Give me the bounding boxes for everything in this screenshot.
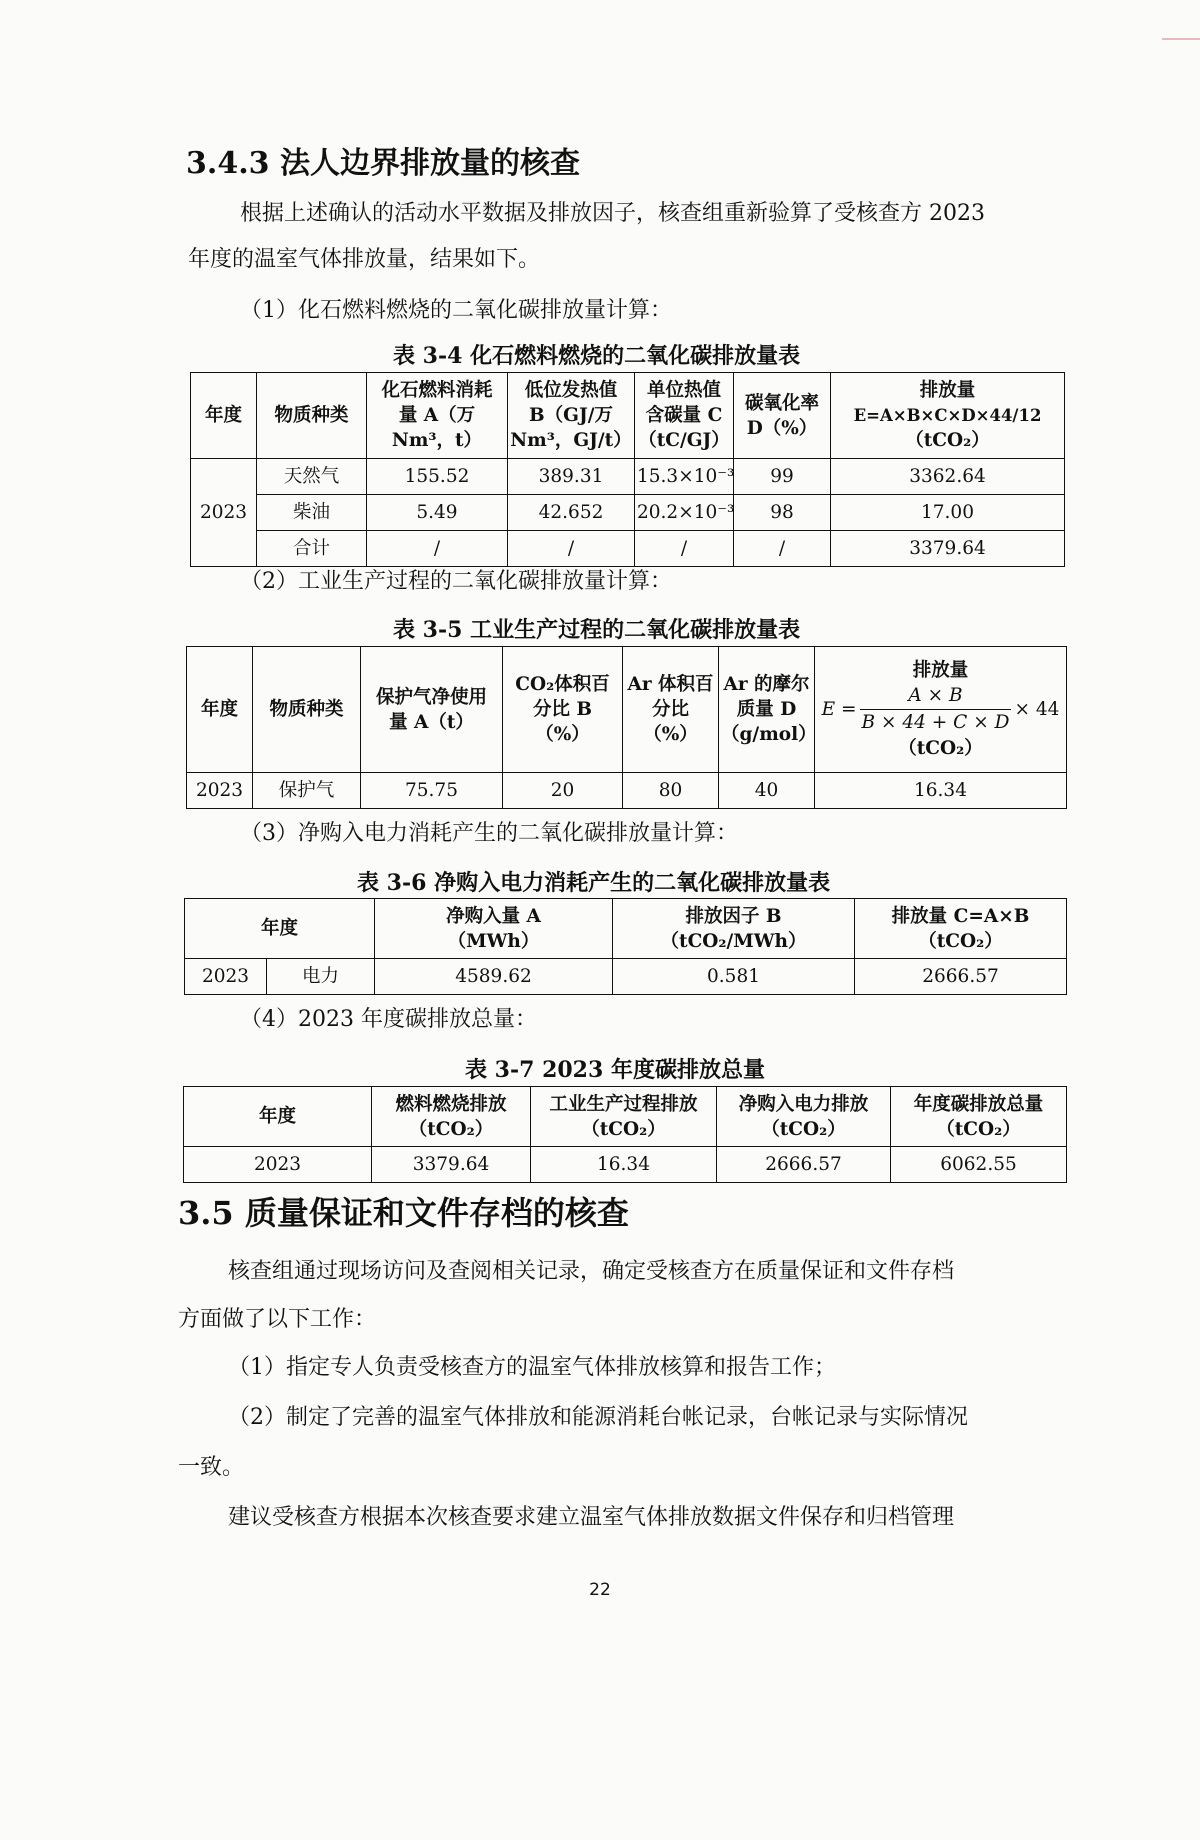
header-fuel-consumption: 化石燃料消耗 量 A（万 Nm³，t） — [367, 373, 508, 459]
cell-year: 2023 — [184, 1147, 372, 1183]
cell-c: 80 — [623, 773, 719, 809]
intro-line-1: 根据上述确认的活动水平数据及排放因子，核查组重新验算了受核查方 2023 — [240, 201, 985, 226]
cell-d: / — [734, 531, 831, 567]
subsection-3-title: （3）净购入电力消耗产生的二氧化碳排放量计算： — [240, 821, 738, 846]
cell-c: 15.3×10⁻³ — [635, 459, 734, 495]
cell-total: 6062.55 — [891, 1147, 1067, 1183]
cell-b: 42.652 — [508, 495, 635, 531]
section-heading-3-5: 3.5 质量保证和文件存档的核查 — [178, 1194, 629, 1232]
table-3-4-caption: 表 3-4 化石燃料燃烧的二氧化碳排放量表 — [393, 343, 801, 369]
header-industrial-process: 工业生产过程排放 （tCO₂） — [531, 1087, 717, 1147]
cell-e: 17.00 — [831, 495, 1065, 531]
subsection-1-title: （1）化石燃料燃烧的二氧化碳排放量计算： — [240, 298, 672, 323]
cell-type: 天然气 — [257, 459, 367, 495]
cell-e: 3379.64 — [831, 531, 1065, 567]
scan-edge-mark — [1162, 38, 1200, 40]
header-year: 年度 — [191, 373, 257, 459]
cell-a: 155.52 — [367, 459, 508, 495]
header-year: 年度 — [184, 1087, 372, 1147]
header-shielding-gas-usage: 保护气净使用 量 A（t） — [361, 647, 503, 773]
table-3-5-caption: 表 3-5 工业生产过程的二氧化碳排放量表 — [393, 617, 801, 643]
cell-b: / — [508, 531, 635, 567]
cell-e: 3362.64 — [831, 459, 1065, 495]
table-row — [191, 531, 1065, 567]
header-carbon-content: 单位热值 含碳量 C （tC/GJ） — [635, 373, 734, 459]
header-year: 年度 — [187, 647, 253, 773]
cell-type: 柴油 — [257, 495, 367, 531]
header-annual-total: 年度碳排放总量 （tCO₂） — [891, 1087, 1067, 1147]
header-emission-factor: 排放因子 B （tCO₂/MWh） — [613, 899, 855, 959]
table-3-6-caption: 表 3-6 净购入电力消耗产生的二氧化碳排放量表 — [357, 870, 831, 896]
subsection-2-title: （2）工业生产过程的二氧化碳排放量计算： — [240, 569, 672, 594]
cell-b: 20 — [503, 773, 623, 809]
cell-type: 合计 — [257, 531, 367, 567]
table-row — [187, 773, 1067, 809]
header-fuel-combustion: 燃料燃烧排放 （tCO₂） — [372, 1087, 531, 1147]
cell-a: / — [367, 531, 508, 567]
cell-type: 保护气 — [253, 773, 361, 809]
table-row — [185, 959, 1067, 995]
header-ar-volume-percent: Ar 体积百 分比 （%） — [623, 647, 719, 773]
cell-year: 2023 — [185, 959, 267, 995]
cell-d: 40 — [719, 773, 815, 809]
table-3-7 — [183, 1086, 1067, 1183]
header-net-purchased: 净购入量 A （MWh） — [375, 899, 613, 959]
section-heading-3-4-3: 3.4.3 法人边界排放量的核查 — [186, 146, 580, 181]
cell-d: 98 — [734, 495, 831, 531]
header-oxidation-rate: 碳氧化率 D（%） — [734, 373, 831, 459]
cell-b: 389.31 — [508, 459, 635, 495]
cell-a: 5.49 — [367, 495, 508, 531]
s35-paragraph-2-line-1: 建议受核查方根据本次核查要求建立温室气体排放数据文件保存和归档管理 — [228, 1505, 955, 1530]
header-emissions: 排放量 C=A×B （tCO₂） — [855, 899, 1067, 959]
cell-year: 2023 — [187, 773, 253, 809]
s35-item-1: （1）指定专人负责受核查方的温室气体排放核算和报告工作； — [228, 1355, 836, 1380]
cell-a: 75.75 — [361, 773, 503, 809]
cell-type: 电力 — [267, 959, 375, 995]
cell-fuel: 3379.64 — [372, 1147, 531, 1183]
page-number: 22 — [589, 1580, 611, 1600]
subsection-4-title: （4）2023 年度碳排放总量： — [240, 1007, 537, 1032]
cell-c: 20.2×10⁻³ — [635, 495, 734, 531]
header-net-electricity: 净购入电力排放 （tCO₂） — [717, 1087, 891, 1147]
header-substance-type: 物质种类 — [257, 373, 367, 459]
table-row — [184, 1147, 1067, 1183]
s35-paragraph-1-line-1: 核查组通过现场访问及查阅相关记录，确定受核查方在质量保证和文件存档 — [228, 1259, 955, 1284]
emission-formula: E = $\frac{A \times B}{B \times 44 + C \times D}$ × 44 — [821, 685, 1060, 733]
header-substance-type: 物质种类 — [253, 647, 361, 773]
table-3-7-caption: 表 3-7 2023 年度碳排放总量 — [465, 1057, 765, 1083]
cell-a: 4589.62 — [375, 959, 613, 995]
intro-line-2: 年度的温室气体排放量，结果如下。 — [188, 247, 541, 272]
cell-c: / — [635, 531, 734, 567]
header-emissions: 排放量 E = $\frac{A \times B}{B \times 44 + C \times D}$ × 44 （tCO₂） — [815, 647, 1067, 773]
s35-paragraph-1-line-2: 方面做了以下工作： — [178, 1307, 377, 1332]
header-emissions: 排放量 E=A×B×C×D×44/12 （tCO₂） — [831, 373, 1065, 459]
table-row — [191, 459, 1065, 495]
table-row — [191, 495, 1065, 531]
table-3-4 — [190, 372, 1065, 567]
cell-process: 16.34 — [531, 1147, 717, 1183]
cell-year: 2023 — [191, 459, 257, 567]
cell-electricity: 2666.57 — [717, 1147, 891, 1183]
s35-item-2-line-1: （2）制定了完善的温室气体排放和能源消耗台帐记录，台帐记录与实际情况 — [228, 1405, 968, 1430]
cell-d: 99 — [734, 459, 831, 495]
header-ar-molar-mass: Ar 的摩尔 质量 D （g/mol） — [719, 647, 815, 773]
header-co2-volume-percent: CO₂体积百 分比 B （%） — [503, 647, 623, 773]
table-3-6 — [184, 898, 1067, 995]
cell-c: 2666.57 — [855, 959, 1067, 995]
table-3-5 — [186, 646, 1067, 809]
cell-e: 16.34 — [815, 773, 1067, 809]
s35-item-2-line-2: 一致。 — [178, 1455, 245, 1480]
header-heating-value: 低位发热值 B（GJ/万 Nm³，GJ/t） — [508, 373, 635, 459]
cell-b: 0.581 — [613, 959, 855, 995]
header-year: 年度 — [185, 899, 375, 959]
